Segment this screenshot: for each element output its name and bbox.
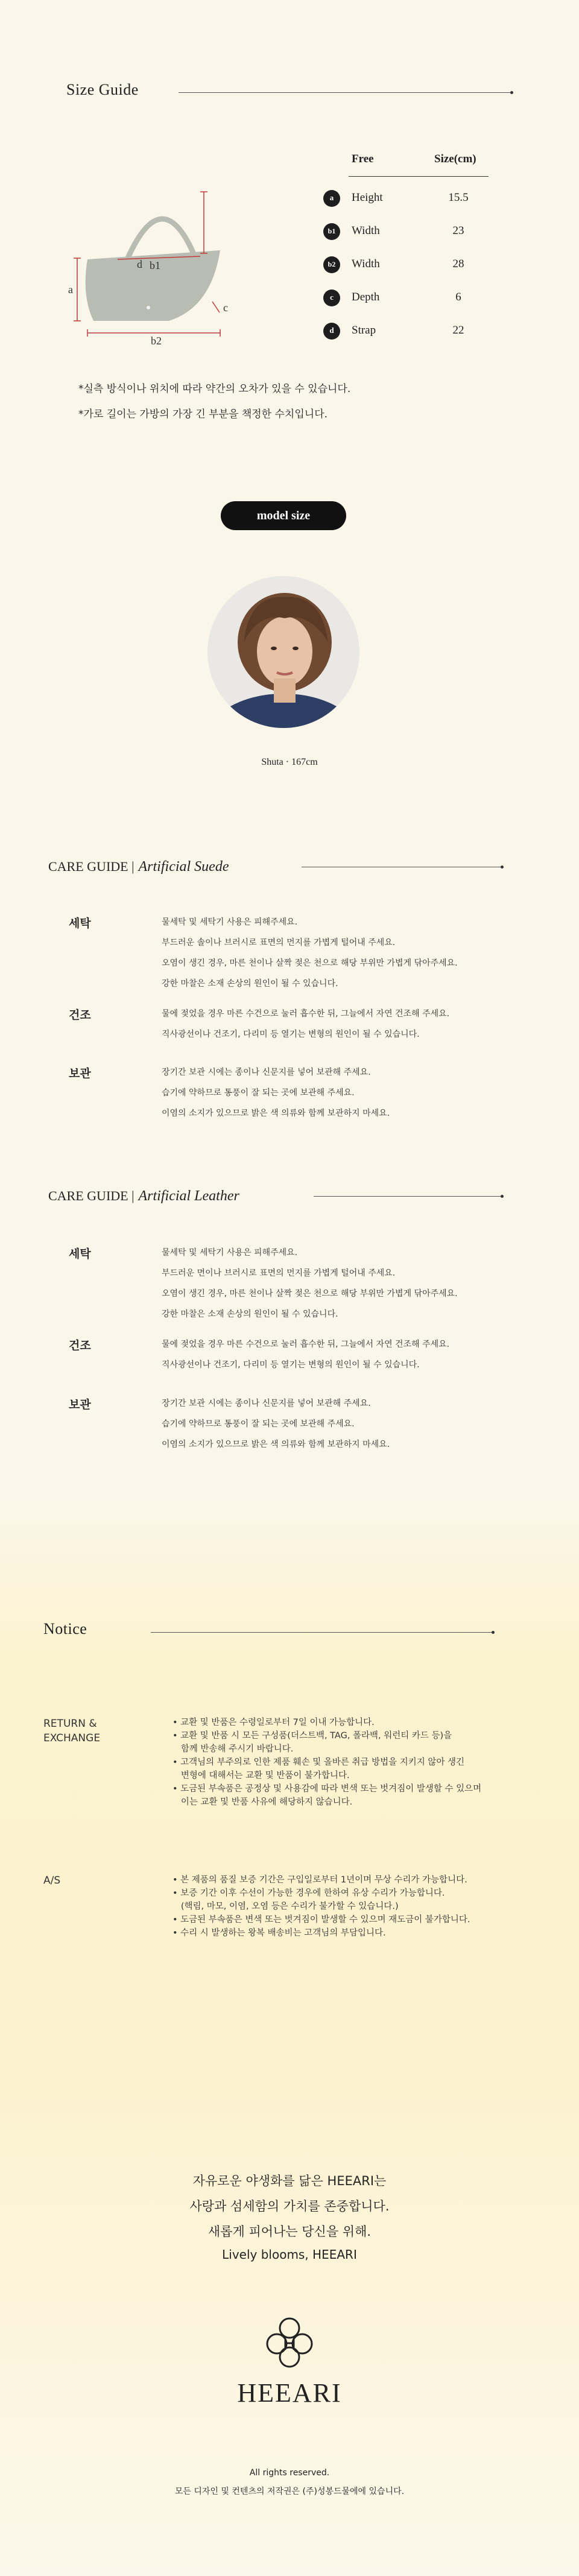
brand-wordmark: HEEARI [237, 2378, 342, 2408]
exchange-label: EXCHANGE [43, 1732, 101, 1744]
table-divider [349, 176, 489, 177]
badge-d-icon: d [323, 323, 340, 340]
row-label-strap: Strap [352, 324, 376, 337]
badge-b2-icon: b2 [323, 256, 340, 273]
care-suede-wash-key: 세탁 [69, 917, 91, 930]
as-line: • 보증 기간 이후 수선이 가능한 경우에 한하여 유상 수리가 가능합니다. [172, 1888, 445, 1898]
care-suede-wash-line: 물세탁 및 세탁기 사용은 피해주세요. [162, 917, 298, 927]
column-free: Free [352, 153, 374, 165]
row-label-depth: Depth [352, 291, 380, 303]
care-suede-dry-line: 물에 젖었을 경우 마른 수건으로 눌러 흡수한 뒤, 그늘에서 자연 건조해 주세요. [162, 1009, 450, 1019]
care-leather-store-line: 장기간 보관 시에는 종이나 신문지를 넣어 보관해 주세요. [162, 1399, 371, 1408]
care-leather-wash-line: 부드러운 면이나 브러시로 표면의 먼지를 가볍게 털어내 주세요. [162, 1268, 396, 1278]
return-line: 함께 반송해 주시기 바랍니다. [172, 1744, 294, 1754]
care-suede-title: CARE GUIDE | Artificial Suede [48, 859, 229, 875]
badge-b1-icon: b1 [323, 223, 340, 240]
care-leather-title: CARE GUIDE | Artificial Leather [48, 1188, 239, 1204]
row-label-height: Height [352, 191, 383, 204]
row-label-width-b2: Width [352, 258, 380, 270]
diagram-label-c: c [223, 302, 228, 314]
care-leather-dry-line: 직사광선이나 건조기, 다리미 등 열기는 변형의 원인이 될 수 있습니다. [162, 1360, 420, 1370]
model-size-button[interactable]: model size [221, 501, 346, 530]
column-size: Size(cm) [434, 153, 476, 165]
care-suede-store-line: 습기에 약하므로 통풍이 잘 되는 곳에 보관해 주세요. [162, 1088, 355, 1098]
size-note-1: *실측 방식이나 위치에 따라 약간의 오차가 있을 수 있습니다. [78, 383, 351, 395]
return-line: 변형에 대해서는 교환 및 반품이 불가합니다. [172, 1771, 350, 1780]
care-suede-dry-line: 직사광선이나 건조기, 다리미 등 열기는 변형의 원인이 될 수 있습니다. [162, 1030, 420, 1039]
care-leather-store-key: 보관 [69, 1398, 91, 1411]
care-leather-wash-line: 강한 마찰은 소재 손상의 원인이 될 수 있습니다. [162, 1309, 338, 1319]
as-line: • 본 제품의 품질 보증 기간은 구입일로부터 1년이며 무상 수리가 가능합니다. [172, 1875, 467, 1885]
care-leather-store-line: 이염의 소지가 있으므로 밝은 색 의류와 함께 보관하지 마세요. [162, 1440, 390, 1449]
care-leather-store-line: 습기에 약하므로 통풍이 잘 되는 곳에 보관해 주세요. [162, 1419, 355, 1429]
heeari-logo-icon [262, 2315, 317, 2369]
diagram-label-b1: b1 [150, 259, 160, 271]
care-leather-dry-key: 건조 [69, 1339, 91, 1352]
size-note-2: *가로 길이는 가방의 가장 긴 부분을 책정한 수치입니다. [78, 408, 328, 420]
size-guide-title: Size Guide [66, 81, 139, 98]
care-leather-wash-line: 오염이 생긴 경우, 마른 천이나 살짝 젖은 천으로 해당 부위만 가볍게 닦아주세요. [162, 1289, 458, 1299]
divider-dot [492, 1631, 495, 1634]
care-suede-wash-line: 부드러운 솔이나 브러시로 표면의 먼지를 가볍게 털어내 주세요. [162, 938, 396, 948]
care-suede-wash-line: 강한 마찰은 소재 손상의 원인이 될 수 있습니다. [162, 979, 338, 989]
slogan-line-3: 새롭게 피어나는 당신을 위해. [207, 2224, 372, 2239]
care-suede-store-line: 이염의 소지가 있으므로 밝은 색 의류와 함께 보관하지 마세요. [162, 1109, 390, 1118]
as-line: • 도금된 부속품은 변색 또는 벗겨짐이 발생할 수 있으며 재도금이 불가합니다. [172, 1915, 470, 1925]
tagline: Lively blooms, HEEARI [222, 2247, 357, 2262]
row-value-height: 15.5 [448, 191, 469, 204]
badge-a-icon: a [323, 190, 340, 207]
care-suede-store-key: 보관 [69, 1067, 91, 1080]
care-leather-wash-key: 세탁 [69, 1247, 91, 1261]
care-leather-wash-line: 물세탁 및 세탁기 사용은 피해주세요. [162, 1248, 298, 1258]
diagram-label-b2: b2 [151, 335, 162, 347]
row-value-width-b1: 23 [452, 224, 464, 237]
slogan-line-1: 자유로운 야생화를 닮은 HEEARI는 [192, 2174, 387, 2188]
row-label-width-b1: Width [352, 224, 380, 237]
badge-c-icon: c [323, 290, 340, 306]
care-suede-wash-line: 오염이 생긴 경우, 마른 천이나 살짝 젖은 천으로 해당 부위만 가볍게 닦아주세요. [162, 958, 458, 968]
as-line: (핵림, 마모, 이염, 오염 등은 수리가 불가할 수 있습니다.) [172, 1902, 399, 1911]
return-line: • 고객님의 부주의로 인한 제품 훼손 및 올바른 취급 방법을 지키지 않아 생긴 [172, 1758, 465, 1767]
copyright-text: 모든 디자인 및 컨텐츠의 저작권은 (주)성봉드물에에 있습니다. [174, 2487, 405, 2496]
row-value-width-b2: 28 [452, 258, 464, 270]
divider [179, 92, 510, 93]
care-suede-dry-key: 건조 [69, 1008, 91, 1022]
diagram-label-d: d [137, 258, 142, 270]
rights-text: All rights reserved. [249, 2468, 330, 2478]
notice-title: Notice [43, 1620, 87, 1638]
divider-dot [501, 1195, 504, 1198]
care-leather-dry-line: 물에 젖었을 경우 마른 수건으로 눌러 흡수한 뒤, 그늘에서 자연 건조해 주세요. [162, 1340, 450, 1349]
divider-dot [510, 91, 513, 94]
return-line: • 교환 및 반품은 수령일로부터 7일 이내 가능합니다. [172, 1718, 375, 1727]
bag-logo-mark [147, 306, 150, 309]
divider-dot [501, 866, 504, 869]
return-label: RETURN & [43, 1718, 97, 1730]
care-suede-store-line: 장기간 보관 시에는 종이나 신문지를 넣어 보관해 주세요. [162, 1068, 371, 1077]
return-line: 이는 교환 및 반품 사유에 해당하지 않습니다. [172, 1797, 353, 1807]
slogan-line-2: 사랑과 섬세함의 가치를 존중합니다. [189, 2199, 390, 2214]
divider [314, 1196, 501, 1197]
row-value-depth: 6 [455, 291, 461, 303]
as-label: A/S [43, 1875, 61, 1887]
return-line: • 교환 및 반품 시 모든 구성품(더스트백, TAG, 폴라백, 워런티 카드 등)을 [172, 1731, 452, 1741]
row-value-strap: 22 [452, 324, 464, 337]
return-line: • 도금된 부속품은 공정상 및 사용감에 따라 변색 또는 벗겨짐이 발생할 수 있으며 [172, 1784, 482, 1794]
divider [151, 1632, 492, 1633]
model-caption: Shuta · 167cm [261, 757, 318, 767]
as-line: • 수리 시 발생하는 왕복 배송비는 고객님의 부담입니다. [172, 1928, 386, 1938]
diagram-label-a: a [68, 283, 73, 296]
model-photo [207, 576, 359, 728]
